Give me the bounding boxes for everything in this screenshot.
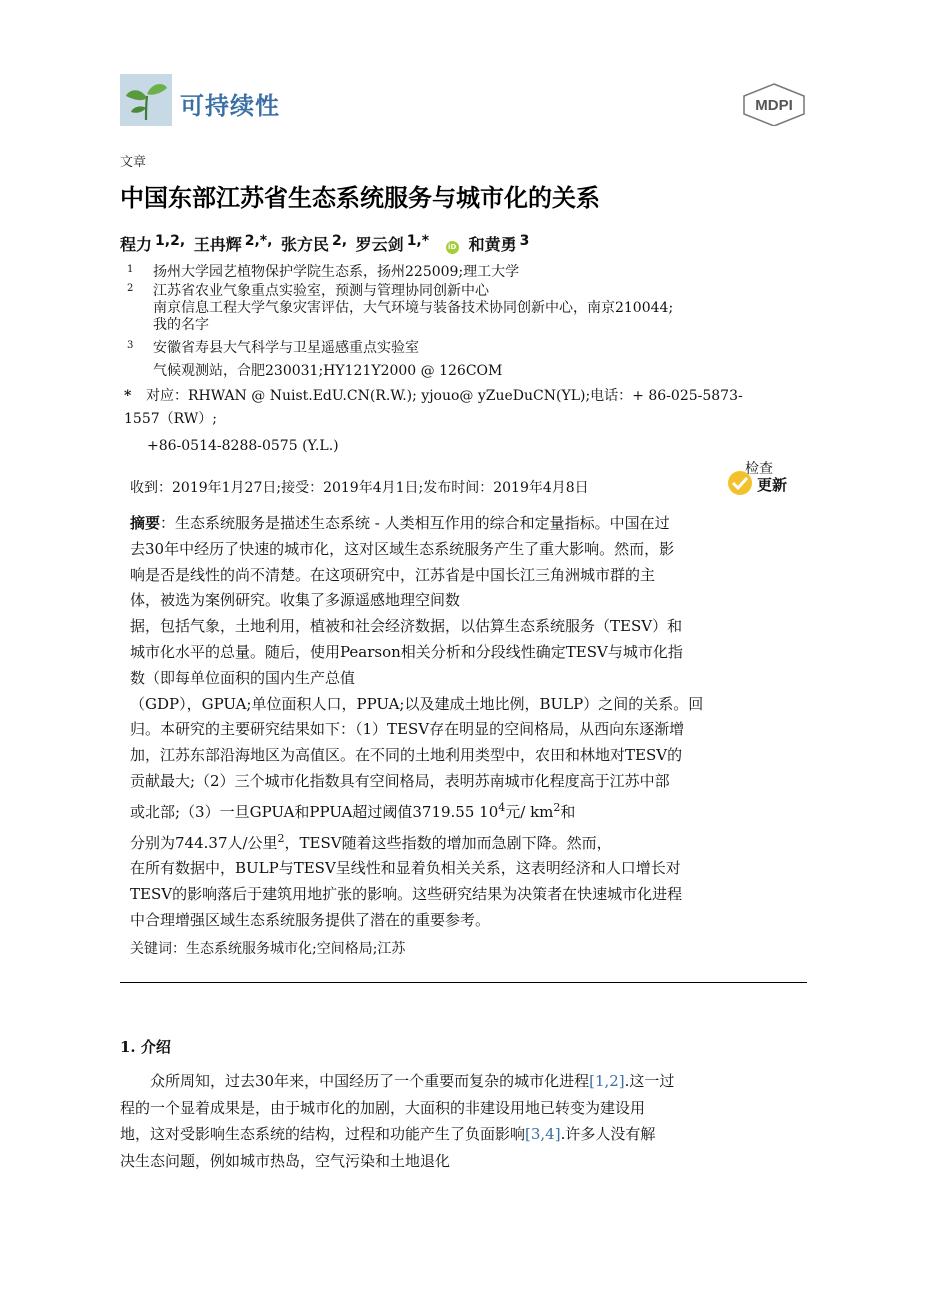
keywords: 关键词：生态系统服务城市化;空间格局;江苏 — [130, 941, 406, 957]
correspondence — [124, 385, 842, 458]
affiliation-text: 气候观测站，合肥230031;HY121Y2000 @ 126COM — [153, 363, 503, 379]
abstract-line: 和 — [560, 802, 576, 821]
correspondence-text[interactable]: 对应：RHWAN @ Nuist.EdU.CN(R.W.); yjouo@ yZueDuCN(YL);电话：+ 86-025-5873- — [146, 388, 743, 404]
intro-text: .许多人没有解 — [560, 1125, 656, 1143]
journal-logo — [120, 74, 172, 126]
superscript: 2 — [277, 831, 285, 845]
author-affil: 1,* — [406, 233, 430, 249]
check-updates-button[interactable] — [727, 458, 799, 498]
abstract-line: 贡献最大;（2）三个城市化指数具有空间格局，表明苏南城市化程度高于江苏中部 — [130, 771, 670, 790]
affiliation-number: 2 — [127, 283, 134, 294]
author-affil: 2,*, — [244, 233, 273, 249]
affiliation-text: 江苏省农业气象重点实验室，预测与管理协同创新中心 — [153, 283, 489, 299]
abstract-line: 归。本研究的主要研究结果如下：（1）TESV存在明显的空间格局，从西向东逐渐增 — [130, 720, 685, 739]
abstract-line: （GDP），GPUA;单位面积人口，PPUA;以及建成土地比例，BULP）之间的关系。回 — [130, 694, 704, 713]
affiliation-number: 1 — [127, 264, 134, 275]
intro-text: 程的一个显着成果是，由于城市化的加剧，大面积的非建设用地已转变为建设用 — [120, 1098, 646, 1117]
abstract-label: 摘要 — [130, 514, 161, 532]
check-updates-label: 更新 — [757, 476, 788, 494]
correspondence-text: 1557（RW）; — [124, 411, 217, 427]
check-updates-label: 检查 — [745, 461, 773, 477]
abstract-line: 或北部;（3）一旦GPUA和PPUA超过阈值3719.55 10 — [130, 802, 499, 821]
intro-text: 地，这对受影响生态系统的结构，过程和功能产生了负面影响 — [120, 1125, 526, 1143]
affiliation-text: 我的名字 — [153, 317, 209, 333]
intro-paragraph — [120, 1068, 812, 1174]
abstract-line: 城市化水平的总量。随后，使用Pearson相关分析和分段线性确定TESV与城市化指 — [130, 642, 683, 661]
section-heading: 1. 介绍 — [120, 1038, 171, 1056]
abstract-line: 去30年中经历了快速的城市化，这对区域生态系统服务产生了重大影响。然而，影 — [130, 539, 675, 558]
abstract-line: 据，包括气象，土地利用，植被和社会经济数据，以估算生态系统服务（TESV）和 — [130, 617, 683, 636]
author-name[interactable]: 罗云剑 — [355, 235, 404, 254]
affiliation — [127, 261, 847, 281]
author-affil: 1,2, — [155, 233, 186, 249]
abstract-line: 数（即每单位面积的国内生产总值 — [130, 668, 356, 687]
intro-text: .这一过 — [624, 1072, 675, 1090]
abstract — [130, 511, 815, 934]
affiliation — [127, 280, 847, 334]
affiliation-text: 扬州大学园艺植物保护学院生态系，扬州225009;理工大学 — [153, 264, 520, 280]
abstract-line: 加，江苏东部沿海地区为高值区。在不同的土地利用类型中，农田和林地对TESV的 — [130, 746, 683, 765]
author-name[interactable]: 和黄勇 — [468, 235, 517, 254]
abstract-line: 分别为744.37人/公里 — [130, 833, 278, 852]
abstract-line: 体，被选为案例研究。收集了多源遥感地理空间数 — [130, 591, 461, 610]
superscript: 4 — [498, 800, 506, 814]
intro-text: 众所周知，过去30年来，中国经历了一个重要而复杂的城市化进程 — [150, 1072, 590, 1090]
abstract-line: ，TESV随着这些指数的增加而急剧下降。然而， — [284, 833, 612, 852]
superscript: 2 — [553, 800, 561, 814]
abstract-line: 元/ km — [505, 802, 554, 821]
affiliation-number: 3 — [127, 340, 134, 351]
abstract-line: 中合理增强区域生态系统服务提供了潜在的重要参考。 — [130, 910, 491, 929]
publisher-name: MDPI — [755, 97, 793, 114]
author-name[interactable]: 王冉辉 — [193, 235, 242, 254]
article-title: 中国东部江苏省生态系统服务与城市化的关系 — [120, 184, 600, 212]
author-name[interactable]: 程力 — [120, 235, 153, 254]
publisher-logo — [740, 82, 808, 126]
divider — [120, 982, 807, 983]
abstract-line: TESV的影响落后于建筑用地扩张的影响。这些研究结果为决策者在快速城市化进程 — [130, 885, 683, 904]
author-name[interactable]: 张方民 — [281, 235, 330, 254]
abstract-line: ：生态系统服务是描述生态系统 - 人类相互作用的综合和定量指标。中国在过 — [160, 514, 670, 532]
affiliation-text: 南京信息工程大学气象灾害评估，大气环境与装备技术协同创新中心，南京210044; — [153, 300, 674, 316]
orcid-icon[interactable]: iD — [446, 241, 459, 254]
author-affil: 2, — [332, 233, 348, 249]
citation-link[interactable]: [1,2] — [589, 1072, 625, 1090]
affiliation-text: 安徽省寿县大气科学与卫星遥感重点实验室 — [153, 340, 419, 356]
author-affil: 3 — [519, 233, 530, 249]
author-list — [120, 232, 532, 255]
abstract-line: 响是否是线性的尚不清楚。在这项研究中，江苏省是中国长江三角洲城市群的主 — [130, 565, 656, 584]
abstract-line: 在所有数据中，BULP与TESV呈线性和显着负相关关系，这表明经济和人口增长对 — [130, 859, 681, 878]
leaf-sprout-icon — [120, 74, 172, 126]
correspondence-marker: * — [124, 388, 132, 404]
citation-link[interactable]: [3,4] — [525, 1125, 561, 1143]
affiliation — [127, 336, 847, 381]
journal-name: 可持续性 — [180, 92, 280, 120]
correspondence-text: +86-0514-8288-0575 (Y.L.) — [147, 438, 339, 454]
publication-dates: 收到：2019年1月27日;接受：2019年4月1日;发布时间：2019年4月8日 — [130, 480, 589, 496]
intro-text: 决生态问题，例如城市热岛，空气污染和土地退化 — [120, 1151, 451, 1170]
article-type: 文章 — [120, 155, 147, 170]
